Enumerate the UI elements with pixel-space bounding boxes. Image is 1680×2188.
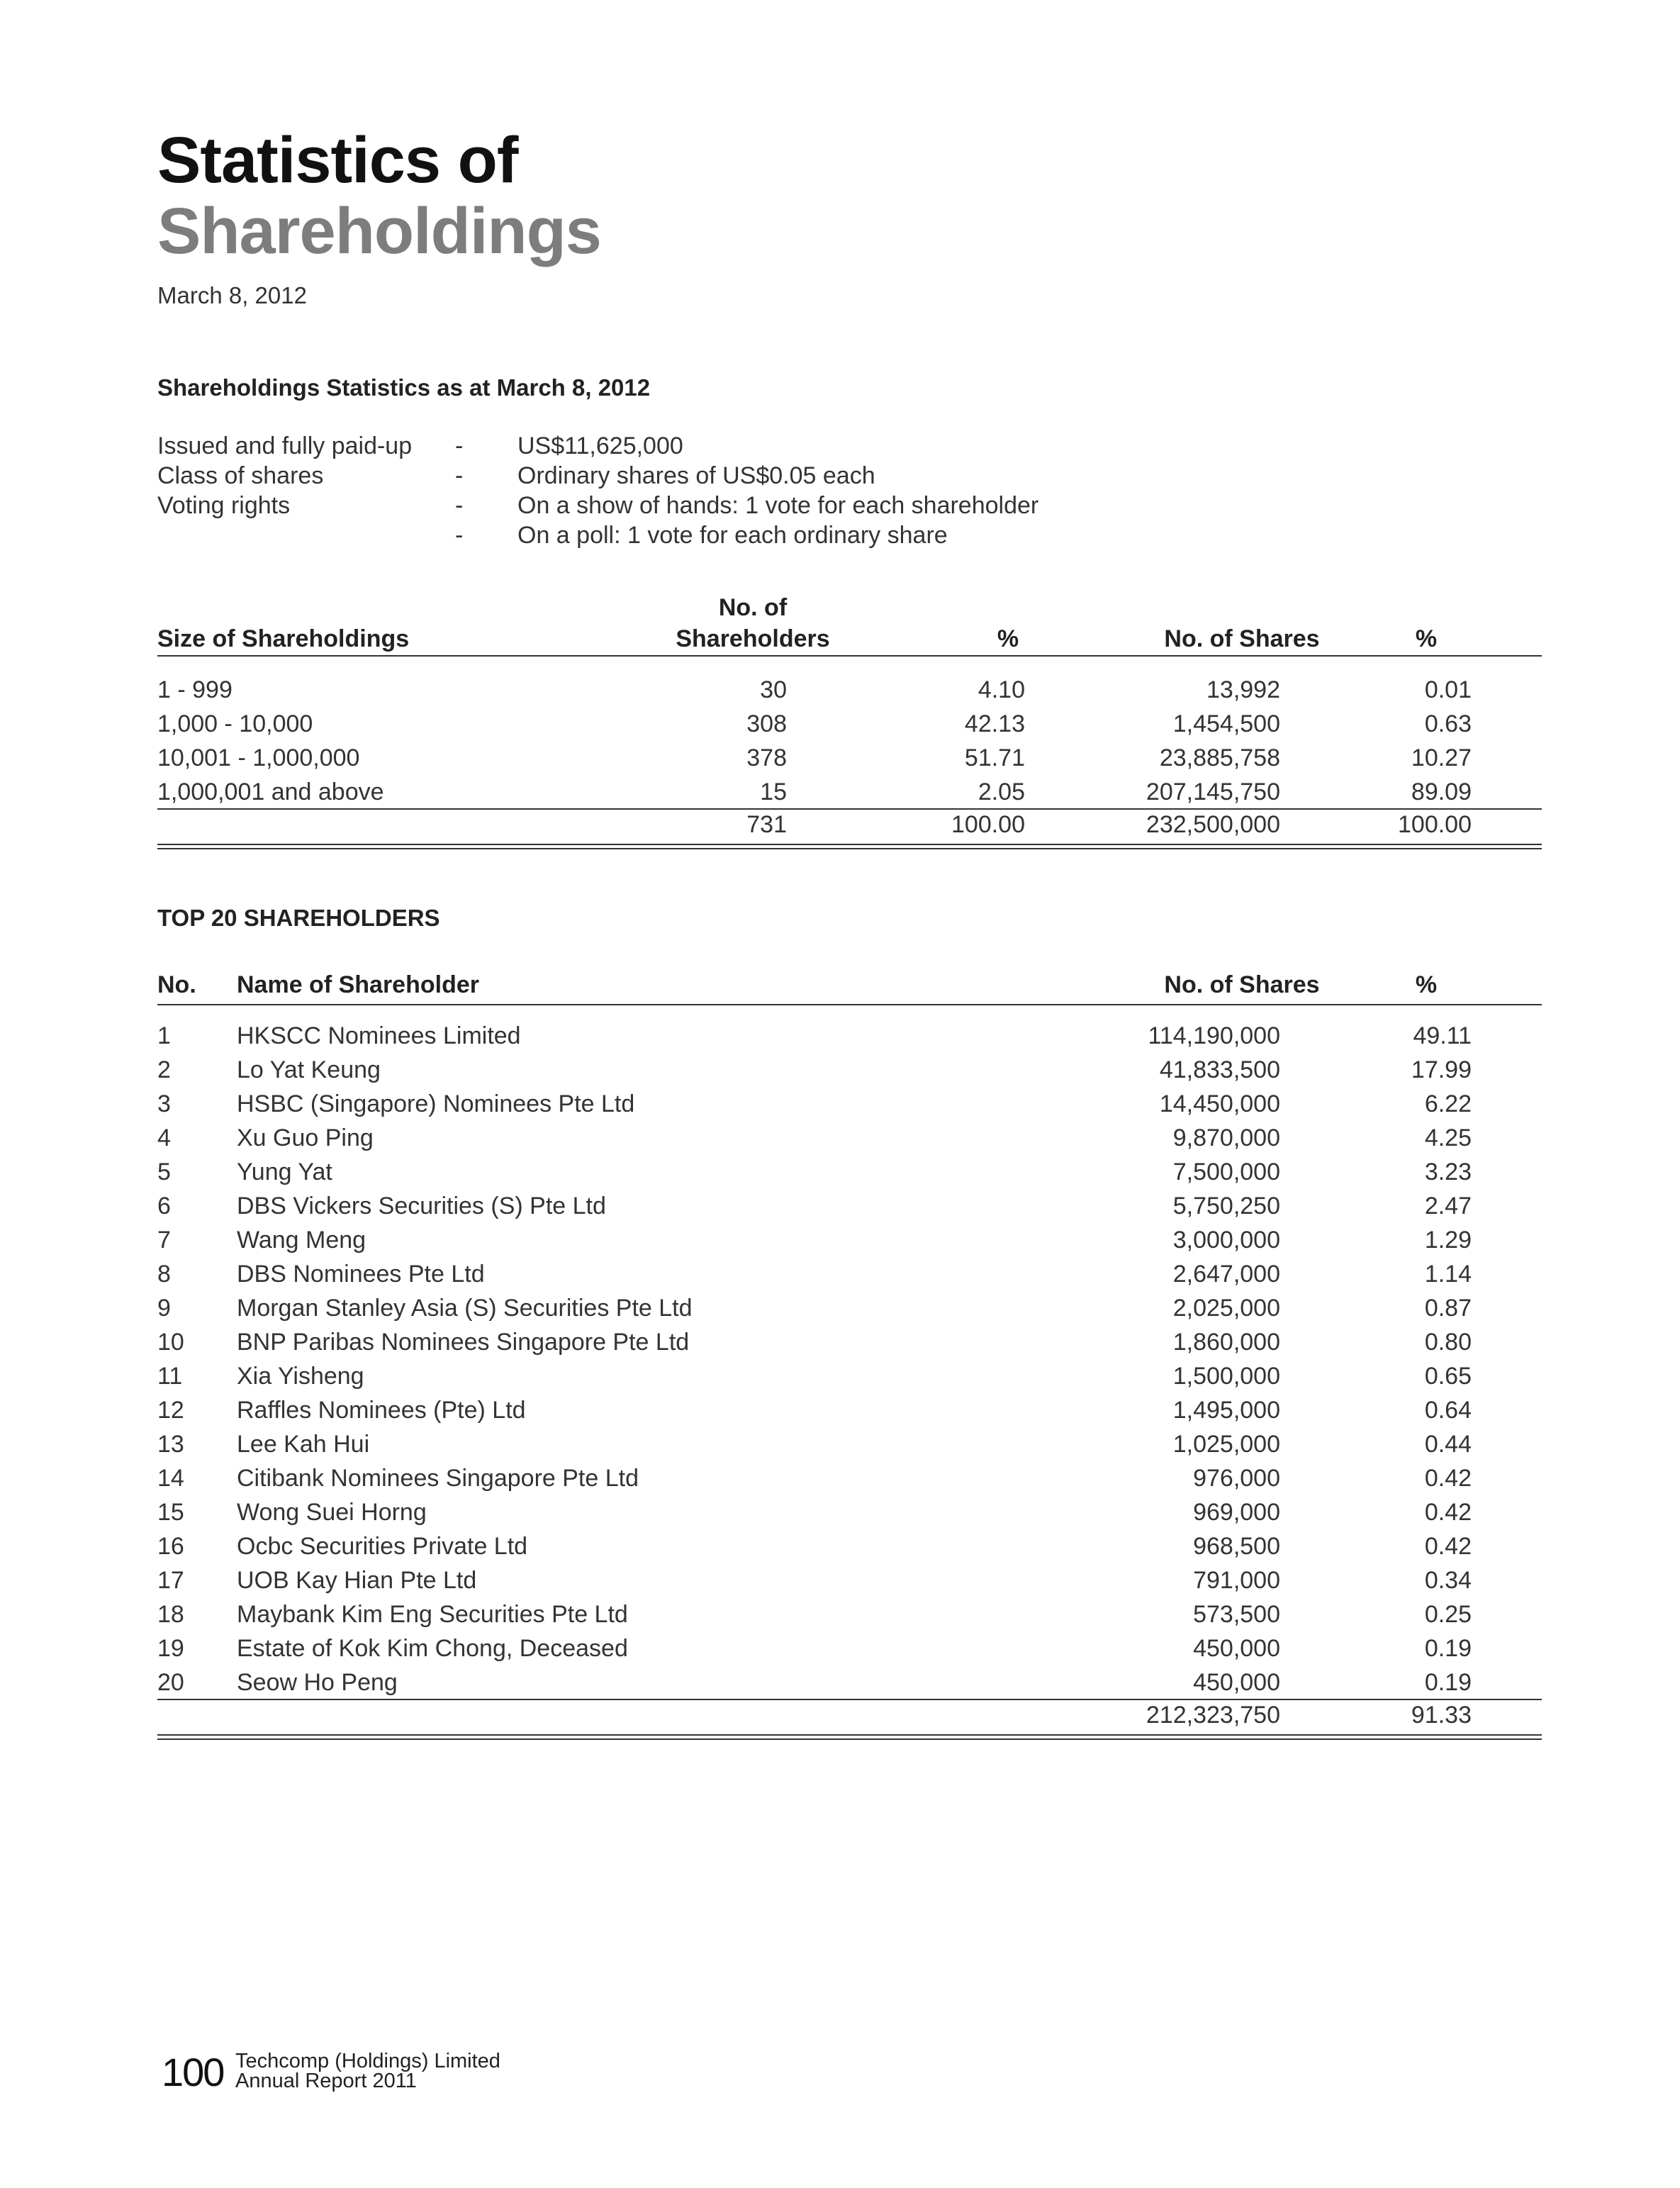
shares-percent: 89.09 <box>1411 778 1472 805</box>
shareholder-name: Seow Ho Peng <box>237 1669 398 1696</box>
info-value: On a show of hands: 1 vote for each shareholder <box>517 492 1039 519</box>
shareholder-name: Yung Yat <box>237 1159 332 1185</box>
shareholder-name: Ocbc Securities Private Ltd <box>237 1533 528 1560</box>
row-number: 4 <box>157 1124 171 1151</box>
shareholder-name: Maybank Kim Eng Securities Pte Ltd <box>237 1601 628 1628</box>
row-number: 13 <box>157 1431 184 1458</box>
info-dash: - <box>455 462 464 489</box>
shares-percent: 0.63 <box>1424 710 1472 737</box>
row-number: 18 <box>157 1601 184 1628</box>
shareholder-name: BNP Paribas Nominees Singapore Pte Ltd <box>237 1329 690 1356</box>
table-row <box>157 774 1542 808</box>
table-row <box>157 1631 1542 1665</box>
shares-percent: 0.64 <box>1424 1397 1472 1424</box>
shares-count: 3,000,000 <box>1172 1227 1280 1254</box>
row-number: 5 <box>157 1159 171 1185</box>
row-number: 12 <box>157 1397 184 1424</box>
col-header-percent: % <box>997 625 1019 652</box>
info-value: On a poll: 1 vote for each ordinary share <box>517 522 948 549</box>
col-header-no: No. <box>157 971 196 998</box>
table-row <box>157 1665 1542 1699</box>
shares-percent: 0.87 <box>1424 1295 1472 1322</box>
row-number: 1 <box>157 1022 171 1049</box>
shares-count: 968,500 <box>1193 1533 1280 1560</box>
holders-count: 30 <box>760 676 787 703</box>
shares-percent: 17.99 <box>1411 1056 1472 1083</box>
shares-count: 976,000 <box>1193 1465 1280 1492</box>
shares-percent: 0.42 <box>1424 1533 1472 1560</box>
table-row <box>157 1052 1542 1086</box>
shareholder-name: DBS Vickers Securities (S) Pte Ltd <box>237 1193 606 1219</box>
table-header <box>157 969 1542 1005</box>
shares-count: 450,000 <box>1193 1635 1280 1662</box>
info-label: Voting rights <box>157 492 291 519</box>
info-label: Issued and fully paid-up <box>157 432 413 459</box>
top-20-shareholders-table <box>157 969 1542 1740</box>
table-row <box>157 1597 1542 1631</box>
shares-percent: 0.65 <box>1424 1363 1472 1390</box>
shareholder-name: HSBC (Singapore) Nominees Pte Ltd <box>237 1090 635 1117</box>
row-number: 17 <box>157 1567 184 1594</box>
row-number: 8 <box>157 1261 171 1288</box>
col-header-size: Size of Shareholdings <box>157 625 410 652</box>
shareholder-name: Lo Yat Keung <box>237 1056 381 1083</box>
col-header-shares: No. of Shares <box>1164 971 1320 998</box>
total-shares: 212,323,750 <box>1146 1702 1280 1729</box>
size-range: 1,000,001 and above <box>157 778 384 805</box>
total-holders-percent: 100.00 <box>951 811 1025 838</box>
shares-percent: 0.25 <box>1424 1601 1472 1628</box>
info-label: Class of shares <box>157 462 324 489</box>
info-value: US$11,625,000 <box>517 432 683 459</box>
shares-count: 573,500 <box>1193 1601 1280 1628</box>
shares-count: 114,190,000 <box>1148 1022 1280 1049</box>
shares-percent: 1.29 <box>1424 1227 1472 1254</box>
row-number: 7 <box>157 1227 171 1254</box>
row-number: 16 <box>157 1533 184 1560</box>
shares-count: 1,500,000 <box>1172 1363 1280 1390</box>
table-row <box>157 1188 1542 1222</box>
footer-company: Techcomp (Holdings) Limited <box>235 2050 500 2072</box>
shares-percent: 6.22 <box>1424 1090 1472 1117</box>
shares-count: 450,000 <box>1193 1669 1280 1696</box>
col-header-name: Name of Shareholder <box>237 971 479 998</box>
shares-percent: 2.47 <box>1424 1193 1472 1219</box>
shares-percent: 0.01 <box>1424 676 1472 703</box>
top20-heading: TOP 20 SHAREHOLDERS <box>157 905 440 931</box>
shares-percent: 0.34 <box>1424 1567 1472 1594</box>
shareholder-name: Xu Guo Ping <box>237 1124 374 1151</box>
shareholder-name: Wang Meng <box>237 1227 366 1254</box>
size-range: 1 - 999 <box>157 676 233 703</box>
info-dash: - <box>455 432 464 459</box>
shares-count: 14,450,000 <box>1159 1090 1280 1117</box>
footer-report: Annual Report 2011 <box>235 2070 417 2092</box>
shares-percent: 49.11 <box>1413 1022 1472 1049</box>
table-row <box>157 1427 1542 1461</box>
table-row <box>157 1495 1542 1529</box>
row-number: 19 <box>157 1635 184 1662</box>
table-row <box>157 706 1542 740</box>
shares-count: 1,495,000 <box>1172 1397 1280 1424</box>
col-header-holders-line-1: No. of <box>718 594 788 621</box>
shareholder-name: Morgan Stanley Asia (S) Securities Pte Ltd <box>237 1295 693 1322</box>
info-value: Ordinary shares of US$0.05 each <box>517 462 875 489</box>
holders-count: 308 <box>746 710 787 737</box>
row-number: 11 <box>157 1363 183 1390</box>
shares-percent: 0.19 <box>1424 1635 1472 1662</box>
shares-percent: 1.14 <box>1424 1261 1472 1288</box>
page-number: 100 <box>162 2050 224 2094</box>
shares-percent: 0.19 <box>1424 1669 1472 1696</box>
table-row <box>157 1154 1542 1188</box>
shareholder-name: DBS Nominees Pte Ltd <box>237 1261 485 1288</box>
holders-percent: 2.05 <box>978 778 1025 805</box>
row-number: 6 <box>157 1193 171 1219</box>
shares-count: 41,833,500 <box>1159 1056 1280 1083</box>
size-range: 1,000 - 10,000 <box>157 710 313 737</box>
double-rule <box>157 1734 1542 1740</box>
col-header-percent: % <box>1415 625 1438 652</box>
row-number: 20 <box>157 1669 184 1696</box>
shares-count: 13,992 <box>1206 676 1280 703</box>
shareholder-name: Xia Yisheng <box>237 1363 364 1390</box>
shares-count: 7,500,000 <box>1172 1159 1280 1185</box>
size-range: 10,001 - 1,000,000 <box>157 744 360 771</box>
table-row <box>157 1392 1542 1427</box>
shares-count: 23,885,758 <box>1159 744 1280 771</box>
row-number: 2 <box>157 1056 171 1083</box>
shares-percent: 10.27 <box>1411 744 1472 771</box>
table-row <box>157 1529 1542 1563</box>
holders-percent: 42.13 <box>964 710 1025 737</box>
shareholder-name: Wong Suei Horng <box>237 1499 427 1526</box>
shares-percent: 4.25 <box>1424 1124 1472 1151</box>
table-row <box>157 1358 1542 1392</box>
shareholder-name: HKSCC Nominees Limited <box>237 1022 521 1049</box>
shareholder-name: Citibank Nominees Singapore Pte Ltd <box>237 1465 639 1492</box>
table-row <box>157 1563 1542 1597</box>
stats-heading: Shareholdings Statistics as at March 8, 2012 <box>157 374 651 401</box>
shareholder-name: Estate of Kok Kim Chong, Deceased <box>237 1635 628 1662</box>
shares-count: 969,000 <box>1193 1499 1280 1526</box>
page-date: March 8, 2012 <box>157 282 307 308</box>
col-header-shares: No. of Shares <box>1164 625 1320 652</box>
shares-count: 1,860,000 <box>1172 1329 1280 1356</box>
page-title-line-1: Statistics of <box>157 124 518 196</box>
shareholder-name: Raffles Nominees (Pte) Ltd <box>237 1397 526 1424</box>
col-header-holders-line-2: Shareholders <box>676 625 830 652</box>
holders-count: 378 <box>746 744 787 771</box>
shares-count: 2,025,000 <box>1172 1295 1280 1322</box>
info-dash: - <box>455 522 464 549</box>
row-number: 15 <box>157 1499 184 1526</box>
table-row <box>157 1018 1542 1052</box>
total-holders: 731 <box>746 811 787 838</box>
shares-count: 791,000 <box>1193 1567 1280 1594</box>
shares-percent: 0.80 <box>1424 1329 1472 1356</box>
col-header-percent: % <box>1415 971 1438 998</box>
holders-count: 15 <box>760 778 787 805</box>
table-total-row <box>157 808 1542 844</box>
row-number: 10 <box>157 1329 184 1356</box>
row-number: 3 <box>157 1090 171 1117</box>
double-rule <box>157 844 1542 849</box>
shares-count: 1,454,500 <box>1172 710 1280 737</box>
table-row <box>157 1290 1542 1324</box>
shareholder-name: UOB Kay Hian Pte Ltd <box>237 1567 477 1594</box>
total-shares: 232,500,000 <box>1146 811 1280 838</box>
table-row <box>157 1461 1542 1495</box>
shares-count: 2,647,000 <box>1172 1261 1280 1288</box>
shares-percent: 0.42 <box>1424 1465 1472 1492</box>
table-row <box>157 1222 1542 1256</box>
row-number: 9 <box>157 1295 171 1322</box>
shares-percent: 0.44 <box>1424 1431 1472 1458</box>
holders-percent: 4.10 <box>978 676 1025 703</box>
table-row <box>157 740 1542 774</box>
holders-percent: 51.71 <box>964 744 1025 771</box>
shares-count: 207,145,750 <box>1146 778 1280 805</box>
shares-percent: 3.23 <box>1424 1159 1472 1185</box>
total-shares-percent: 91.33 <box>1411 1702 1472 1729</box>
shares-count: 5,750,250 <box>1172 1193 1280 1219</box>
page-title-line-2: Shareholdings <box>157 195 601 267</box>
shareholder-name: Lee Kah Hui <box>237 1431 370 1458</box>
table-total-row <box>157 1699 1542 1734</box>
size-of-shareholdings-table <box>157 590 1542 849</box>
info-dash: - <box>455 492 464 519</box>
shares-count: 9,870,000 <box>1172 1124 1280 1151</box>
table-row <box>157 1086 1542 1120</box>
shares-percent: 0.42 <box>1424 1499 1472 1526</box>
shares-count: 1,025,000 <box>1172 1431 1280 1458</box>
table-row <box>157 1120 1542 1154</box>
table-row <box>157 1256 1542 1290</box>
row-number: 14 <box>157 1465 184 1492</box>
table-header <box>157 590 1542 657</box>
total-shares-percent: 100.00 <box>1398 811 1472 838</box>
table-row <box>157 672 1542 706</box>
table-row <box>157 1324 1542 1358</box>
